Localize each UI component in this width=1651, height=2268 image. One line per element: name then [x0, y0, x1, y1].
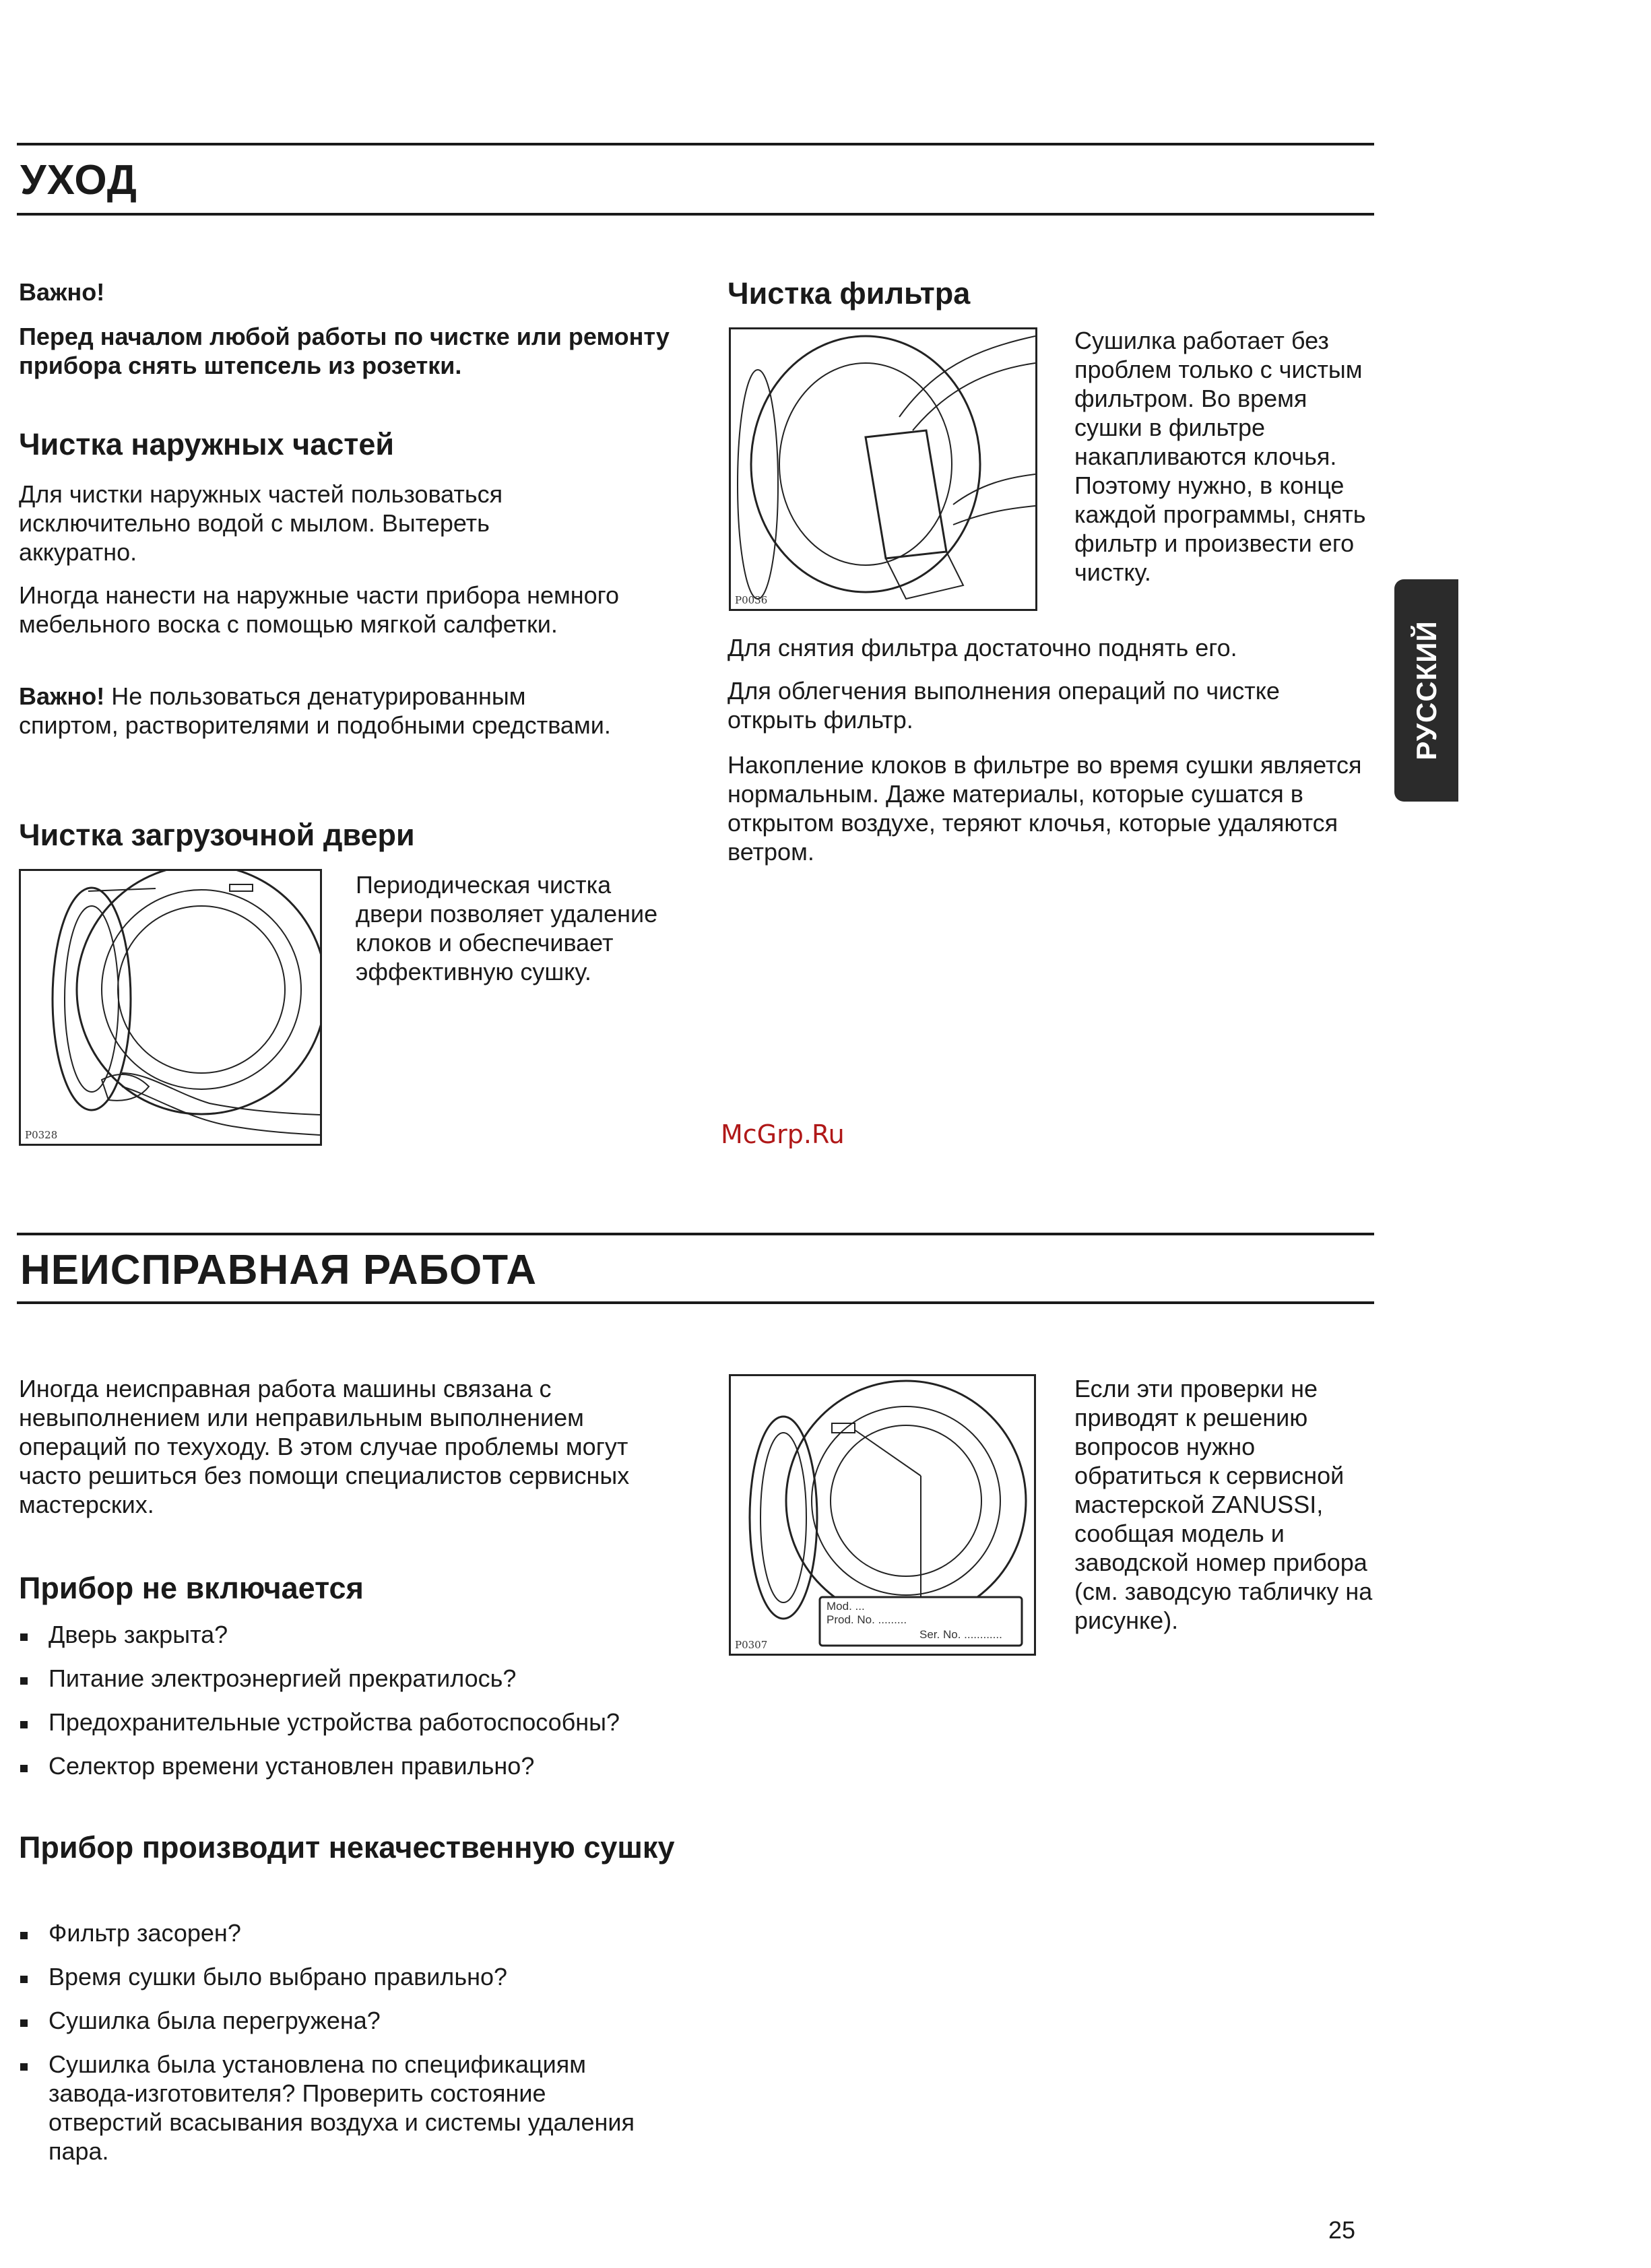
rating-plate-prod: Prod. No. ......... — [827, 1613, 907, 1626]
malfunction-top-rule — [17, 1233, 1374, 1235]
rating-plate-illustration — [729, 1374, 1036, 1656]
filter-cleaning-drawing — [731, 329, 1035, 609]
exterior-heading: Чистка наружных частей — [19, 427, 395, 461]
care-top-rule — [17, 143, 1374, 145]
exterior-p3 — [19, 682, 612, 740]
exterior-p3-text: Не пользоваться денатурированным спиртом, растворителями и подобными средствами. — [19, 682, 611, 739]
no-power-checklist — [19, 1620, 692, 1795]
malfunction-bottom-rule — [17, 1301, 1374, 1304]
rating-plate-mod: Mod. ... — [827, 1600, 865, 1613]
list-item: Селектор времени установлен правильно? — [19, 1751, 692, 1780]
list-item: Дверь закрыта? — [19, 1620, 692, 1649]
language-tab-label: РУССКИЙ — [1410, 620, 1442, 760]
care-title: УХОД — [20, 157, 137, 203]
important-text: Перед началом любой работы по чистке или ремонту прибора снять штепсель из розетки. — [19, 323, 670, 379]
exterior-p1: Для чистки наружных частей пользоваться исключительно водой с мылом. Вытереть аккуратно. — [19, 480, 503, 566]
filter-cleaning-illustration — [729, 327, 1037, 611]
door-heading: Чистка загрузочной двери — [19, 818, 415, 852]
rating-plate-figure-label: P0307 — [735, 1639, 768, 1651]
rating-plate-ser: Ser. No. ............ — [919, 1628, 1002, 1641]
door-text: Периодическая чистка двери позволяет удаление клоков и обеспечивает эффективную сушку. — [356, 871, 658, 985]
list-item: Фильтр засорен? — [19, 1918, 666, 1947]
malfunction-title: НЕИСПРАВНАЯ РАБОТА — [20, 1247, 538, 1293]
list-item: Сушилка была перегружена? — [19, 2006, 666, 2035]
list-item: Предохранительные устройства работоспособны? — [19, 1708, 692, 1737]
rating-plate-drawing — [731, 1376, 1034, 1654]
important-label: Важно! — [19, 278, 105, 306]
watermark: McGrp.Ru — [721, 1120, 845, 1149]
language-tab — [1394, 579, 1458, 802]
service-text: Если эти проверки не приводят к решению вопросов нужно обратиться к сервисной мастерской ZANUSSI, сообщая модель и заводской номер прибора (см. заводсую табличку на рисунке). — [1074, 1375, 1373, 1634]
door-figure-label: P0328 — [25, 1129, 58, 1141]
filter-heading: Чистка фильтра — [727, 276, 971, 311]
page-number: 25 — [1328, 2216, 1356, 2244]
list-item: Время сушки было выбрано правильно? — [19, 1962, 666, 1991]
filter-figure-label: P0036 — [735, 594, 768, 606]
malfunction-intro: Иногда неисправная работа машины связана с невыполнением или неправильным выполнением операций по техуходу. В этом случае проблемы могут часто решиться без помощи специалистов сервисных мастерских. — [19, 1375, 630, 1518]
care-bottom-rule — [17, 213, 1374, 216]
no-power-heading: Прибор не включается — [19, 1571, 364, 1605]
exterior-p2: Иногда нанести на наружные части прибора немного мебельного воска с помощью мягкой салфетки. — [19, 581, 620, 638]
filter-text: Сушилка работает без проблем только с чистым фильтром. Во время сушки в фильтре накапливаются клочья. Поэтому нужно, в конце каждой программы, снять фильтр и произвести его чистку. — [1074, 327, 1366, 586]
door-cleaning-drawing — [21, 871, 320, 1144]
poor-drying-checklist — [19, 1918, 666, 2180]
door-cleaning-illustration — [19, 869, 322, 1146]
exterior-p3-label: Важно! — [19, 682, 105, 710]
list-item: Питание электроэнергией прекратилось? — [19, 1664, 692, 1693]
filter-p1: Для снятия фильтра достаточно поднять его. — [727, 634, 1237, 661]
list-item: Сушилка была установлена по спецификациям завода-изготовителя? Проверить состояние отверстий всасывания воздуха и системы удаления пара. — [19, 2050, 666, 2166]
poor-drying-heading: Прибор производит некачественную сушку — [19, 1830, 675, 1865]
filter-p2: Для облегчения выполнения операций по чистке открыть фильтр. — [727, 677, 1280, 734]
filter-p3: Накопление клоков в фильтре во время сушки является нормальным. Даже материалы, которые сушатся в открытом воздухе, теряют клочья, которые удаляются ветром. — [727, 751, 1362, 866]
